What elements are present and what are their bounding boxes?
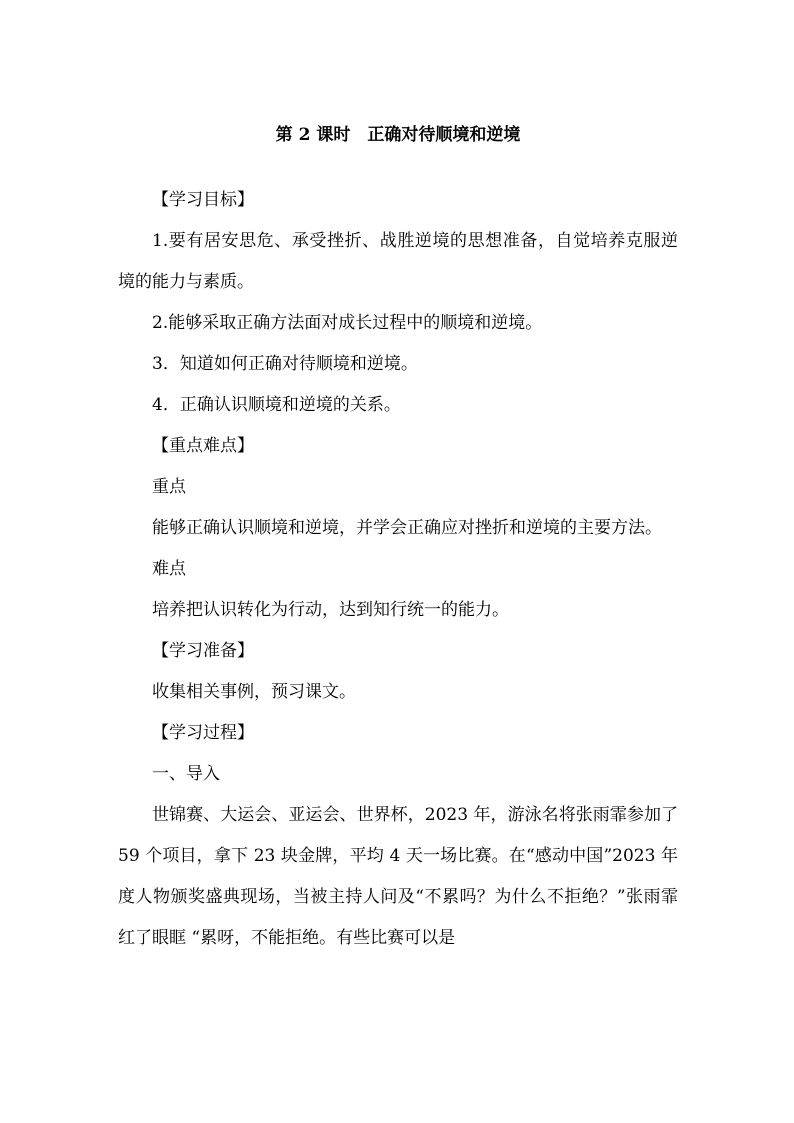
lesson-title: 第 2 课时 正确对待顺境和逆境 xyxy=(275,125,521,145)
section-heading-key-points: 【重点难点】 xyxy=(152,436,254,456)
key-point-label: 重点 xyxy=(152,477,186,497)
introduction-text: 世锦赛、大运会、亚运会、世界杯，2023 年，游泳名将张雨霏参加了 59 个项目，拿下 23 块金牌，平均 4 天一场比赛。在“感动中国”2023 年度人物颁奖盛典现场，当被主持人问及“不累吗？为什么不拒绝？”张雨霏红了眼眶 “累呀，不能拒绝。有些比赛可以是 xyxy=(118,805,678,948)
subheading-introduction: 一、导入 xyxy=(152,764,220,784)
objective-3: 3．知道如何正确对待顺境和逆境。 xyxy=(152,354,418,374)
objective-2: 2.能够采取正确方法面对成长过程中的顺境和逆境。 xyxy=(152,313,543,333)
section-heading-objectives: 【学习目标】 xyxy=(152,190,254,210)
section-heading-process: 【学习过程】 xyxy=(152,723,254,743)
objective-1: 1.要有居安思危、承受挫折、战胜逆境的思想准备，自觉培养克服逆境的能力与素质。 xyxy=(118,231,678,292)
difficulty-text: 培养把认识转化为行动，达到知行统一的能力。 xyxy=(152,600,509,620)
difficulty-label: 难点 xyxy=(152,559,186,579)
document-body xyxy=(118,121,678,959)
objective-4: 4．正确认识顺境和逆境的关系。 xyxy=(152,395,401,415)
preparation-text: 收集相关事例，预习课文。 xyxy=(152,682,356,702)
section-heading-preparation: 【学习准备】 xyxy=(152,641,254,661)
key-point-text: 能够正确认识顺境和逆境，并学会正确应对挫折和逆境的主要方法。 xyxy=(152,518,662,538)
